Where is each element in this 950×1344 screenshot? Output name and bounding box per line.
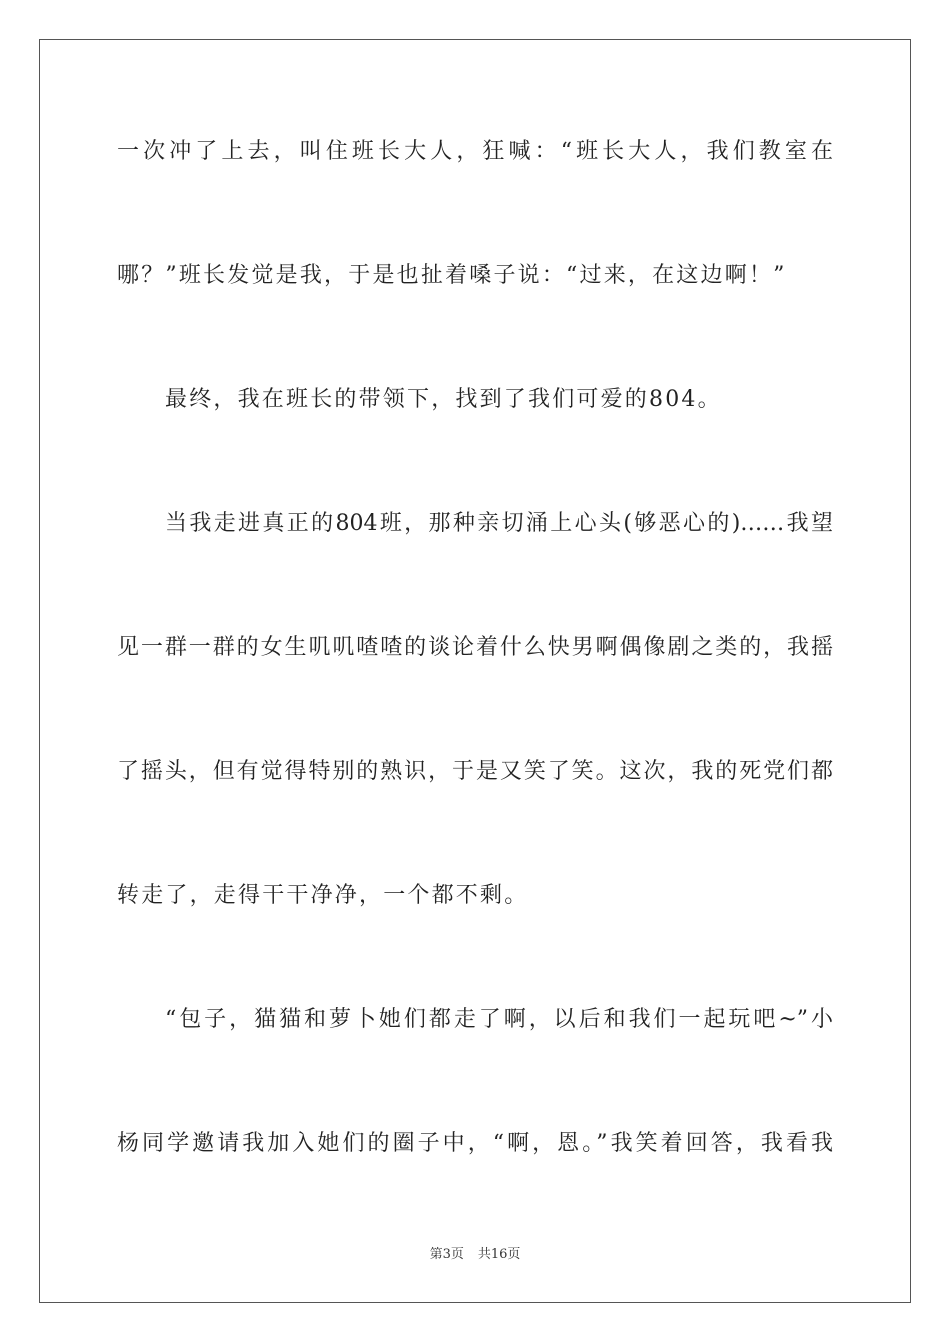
- page-border: [39, 39, 911, 1303]
- text-line-7: 转走了，走得干干净净，一个都不剩。: [117, 883, 529, 908]
- text-line-8: “包子，猫猫和萝卜她们都走了啊，以后和我们一起玩吧~”小: [165, 1007, 833, 1032]
- text-line-1: 一次冲了上去，叫住班长大人，狂喊：“班长大人，我们教室在: [117, 139, 833, 164]
- text-line-5: 见一群一群的女生叽叽喳喳的谈论着什么快男啊偶像剧之类的，我摇: [117, 635, 833, 660]
- page-footer: [0, 1246, 950, 1264]
- text-line-9: 杨同学邀请我加入她们的圈子中，“啊，恩。”我笑着回答，我看我: [117, 1131, 833, 1156]
- text-line-4: 当我走进真正的804班，那种亲切涌上心头(够恶心的)……我望: [165, 511, 833, 536]
- text-line-6: 了摇头，但有觉得特别的熟识，于是又笑了笑。这次，我的死党们都: [117, 759, 833, 784]
- page-number: 第3页: [429, 1247, 464, 1262]
- page-total: 共16页: [477, 1247, 521, 1262]
- text-line-3: 最终，我在班长的带领下，找到了我们可爱的804。: [165, 387, 722, 412]
- text-line-2: 哪？”班长发觉是我，于是也扯着嗓子说：“过来，在这边啊！”: [117, 263, 787, 288]
